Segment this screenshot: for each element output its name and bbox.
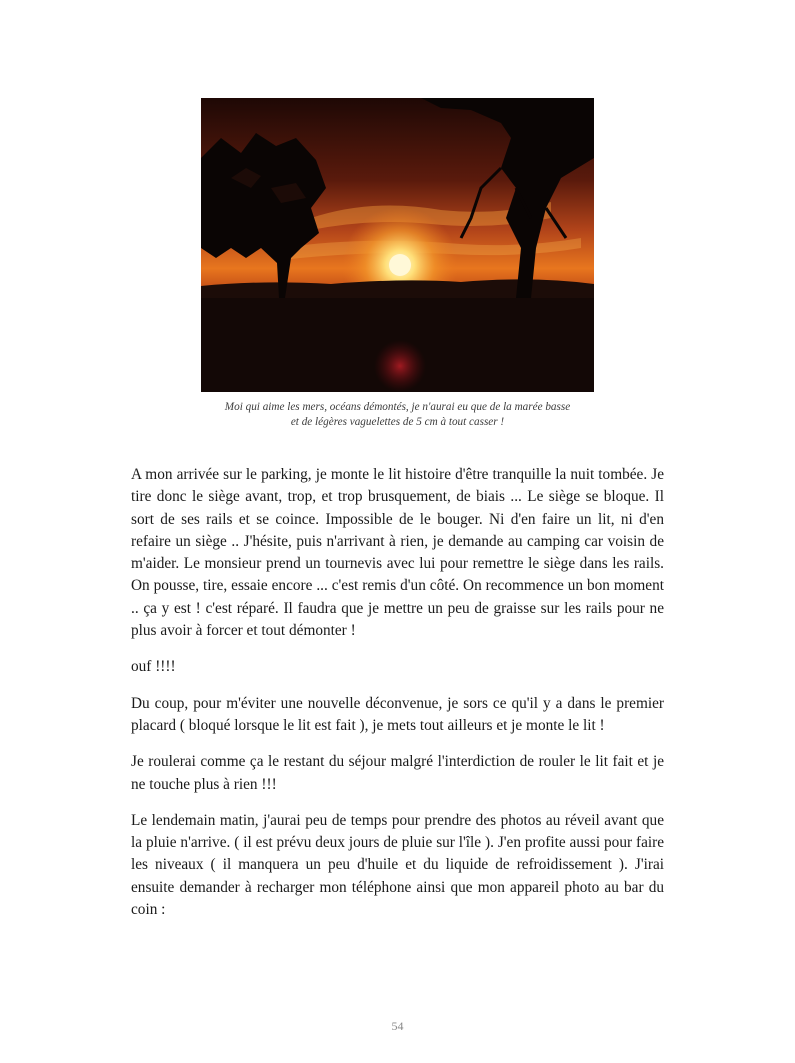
photo-caption	[150, 400, 645, 430]
sunset-image-icon	[201, 98, 594, 392]
paragraph: Le lendemain matin, j'aurai peu de temps pour prendre des photos au réveil avant que la pluie n'arrive. ( il est prévu deux jours de pluie sur l'île ). J'en profite aussi pour faire les niveaux ( il manquera un peu d'huile et du liquide de refroidissement ). J'irai ensuite demander à recharger mon téléphone ainsi que mon appareil photo au bar du coin :	[131, 811, 664, 919]
paragraph: Je roulerai comme ça le restant du séjour malgré l'interdiction de rouler le lit fait et je ne touche plus à rien !!!	[131, 753, 664, 793]
body-text	[131, 464, 664, 935]
paragraph: A mon arrivée sur le parking, je monte le lit histoire d'être tranquille la nuit tombée. Je tire donc le siège avant, trop, et trop brusquement, de biais ... Le siège se bloque. Il sort de ses rails et se coince. Impossible de le bouger. Ni d'en faire un lit, ni d'en refaire un siège .. J'hésite, puis n'arrivant à rien, je demande au camping car voisin de m'aider. Le monsieur prend un tournevis avec lui pour remettre le siège dans les rails. On pousse, tire, essaie encore ... c'est remis d'un côté. On recommence un bon moment .. ça y est ! c'est réparé. Il faudra que je mettre un peu de graisse sur les rails pour ne plus avoir à forcer et tout démonter !	[131, 466, 664, 640]
paragraph: Du coup, pour m'éviter une nouvelle déconvenue, je sors ce qu'il y a dans le premier placard ( bloqué lorsque le lit est fait ), je mets tout ailleurs et je monte le lit !	[131, 694, 664, 734]
caption-line-1: Moi qui aime les mers, océans démontés, je n'aurai eu que de la marée basse	[224, 401, 571, 413]
page-number: 54	[391, 1019, 404, 1033]
sunset-photo	[201, 98, 594, 392]
paragraph: ouf !!!!	[131, 658, 176, 676]
caption-line-2: et de légères vaguelettes de 5 cm à tout casser !	[290, 416, 505, 428]
